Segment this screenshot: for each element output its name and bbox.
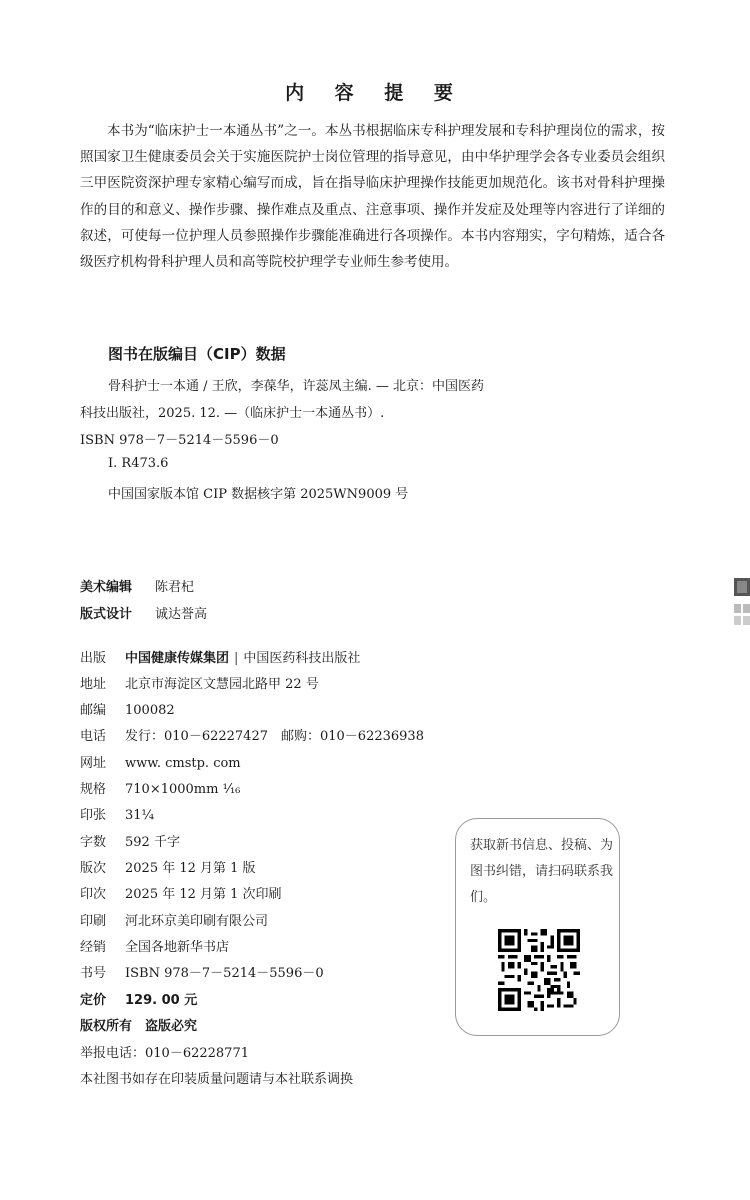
pub-value: 发行：010－62227427 邮购：010－62236938 bbox=[125, 729, 424, 744]
price-label: 定价 bbox=[80, 993, 107, 1008]
pub-value: 河北环京美印刷有限公司 bbox=[125, 914, 269, 929]
pub-value: 100082 bbox=[125, 703, 175, 718]
pub-row bbox=[80, 673, 319, 692]
pub-label: 版次 bbox=[80, 861, 107, 876]
pub-row bbox=[80, 699, 175, 718]
pub-row bbox=[80, 725, 424, 744]
cip-heading: 图书在版编目（CIP）数据 bbox=[108, 345, 286, 363]
pub-row bbox=[80, 804, 154, 823]
summary-paragraph: 本书为“临床护士一本通丛书”之一。本丛书根据临床专科护理发展和专科护理岗位的需求，按照国家卫生健康委员会关于实施医院护士岗位管理的指导意见，由中华护理学会各专业委员会组织三甲医院资深护理专家精心编写而成，旨在指导临床护理操作技能更加规范化。该书对骨科护理操作的目的和意义、操作步骤、操作难点及重点、注意事项、操作并发症及处理等内容进行了详细的叙述，可使每一位护理人员参照操作步骤能准确进行各项操作。本书内容翔实，字句精炼，适合各级医疗机构骨科护理人员和高等院校护理学专业师生参考使用。 bbox=[80, 123, 665, 271]
qr-caption: 获取新书信息、投稿、为图书纠错，请扫码联系我们。 bbox=[470, 838, 614, 905]
pub-value: ISBN 978－7－5214－5596－0 bbox=[125, 966, 324, 981]
pub-label: 电话 bbox=[80, 729, 107, 744]
pub-label: 经销 bbox=[80, 940, 107, 955]
credit-value: 诚达誉高 bbox=[155, 607, 208, 622]
pub-value: www. cmstp. com bbox=[125, 756, 241, 771]
publisher-group: 中国健康传媒集团 bbox=[125, 651, 230, 666]
pub-row bbox=[80, 831, 180, 850]
credit-row bbox=[80, 603, 207, 622]
pub-row bbox=[80, 778, 240, 797]
pub-label: 印刷 bbox=[80, 914, 107, 929]
qr-code-icon[interactable] bbox=[498, 929, 580, 1011]
quality-notice: 本社图书如存在印装质量问题请与本社联系调换 bbox=[80, 1072, 354, 1087]
pub-label: 网址 bbox=[80, 756, 107, 771]
pub-value: 北京市海淀区文慧园北路甲 22 号 bbox=[125, 677, 319, 692]
pub-label: 书号 bbox=[80, 966, 107, 981]
credit-row bbox=[80, 576, 194, 595]
pub-value: 2025 年 12 月第 1 版 bbox=[125, 861, 256, 876]
pub-value: 2025 年 12 月第 1 次印刷 bbox=[125, 887, 282, 902]
pub-label: 地址 bbox=[80, 677, 107, 692]
cip-classification: Ⅰ. R473.6 bbox=[108, 456, 169, 471]
cip-isbn: ISBN 978－7－5214－5596－0 bbox=[80, 433, 279, 448]
publisher-row bbox=[80, 647, 360, 666]
pub-label: 规格 bbox=[80, 782, 107, 797]
cip-record-number: 中国国家版本馆 CIP 数据核字第 2025WN9009 号 bbox=[108, 487, 409, 502]
credit-label: 版式设计 bbox=[80, 607, 133, 622]
edge-mark-icon bbox=[734, 578, 750, 628]
price-row bbox=[80, 989, 197, 1008]
page-title: 内 容 提 要 bbox=[285, 82, 465, 104]
pub-value: 592 千字 bbox=[125, 835, 180, 850]
pub-value: 710×1000mm ¹⁄₁₆ bbox=[125, 782, 241, 797]
pub-row bbox=[80, 883, 282, 902]
pub-label: 印次 bbox=[80, 887, 107, 902]
publisher-separator: | bbox=[234, 651, 239, 666]
pub-row bbox=[80, 936, 229, 955]
cip-line: 骨科护士一本通 / 王欣，李葆华，许蕊凤主编. — 北京：中国医药 bbox=[108, 379, 485, 394]
pub-value: 31¼ bbox=[125, 808, 155, 823]
report-phone: 举报电话：010－62228771 bbox=[80, 1046, 249, 1061]
pub-row bbox=[80, 752, 241, 771]
qr-info-box bbox=[455, 818, 620, 1036]
cip-line: 科技出版社，2025. 12. —（临床护士一本通丛书）. bbox=[80, 406, 385, 421]
rights-notice: 版权所有 盗版必究 bbox=[80, 1019, 198, 1034]
credit-label: 美术编辑 bbox=[80, 580, 133, 595]
pub-row bbox=[80, 910, 268, 929]
pub-label: 邮编 bbox=[80, 703, 107, 718]
price-value: 129. 00 元 bbox=[125, 993, 198, 1008]
publisher-label: 出版 bbox=[80, 651, 107, 666]
publisher-name: 中国医药科技出版社 bbox=[243, 651, 361, 666]
pub-row bbox=[80, 962, 324, 981]
credit-value: 陈君杞 bbox=[155, 580, 195, 595]
pub-value: 全国各地新华书店 bbox=[125, 940, 230, 955]
pub-row bbox=[80, 857, 256, 876]
pub-label: 印张 bbox=[80, 808, 107, 823]
pub-label: 字数 bbox=[80, 835, 107, 850]
